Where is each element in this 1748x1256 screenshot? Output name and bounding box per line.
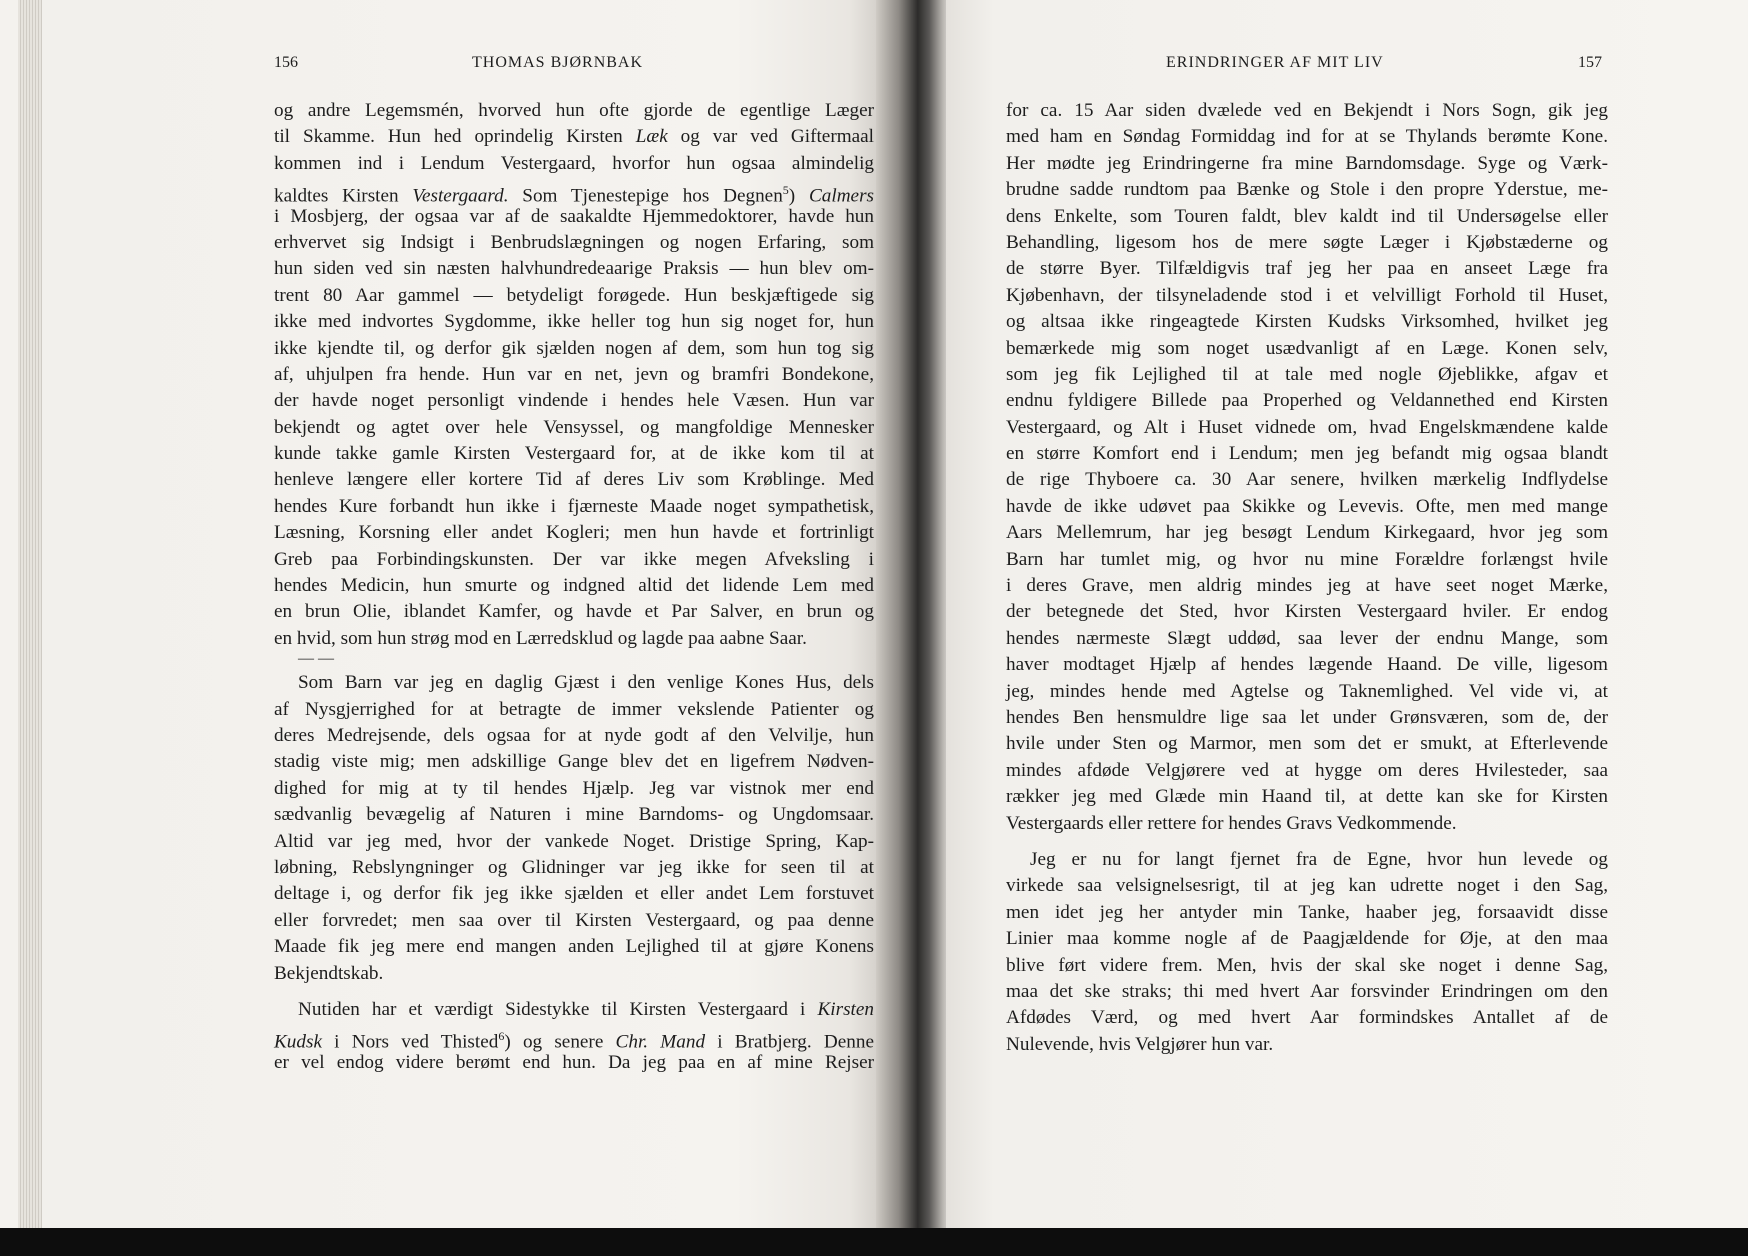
- text-line: Her mødte jeg Erindringerne fra mine Barndomsdage. Syge og Værk-: [1006, 152, 1608, 174]
- text-line: sædvanlig bevægelig af Naturen i mine Barndoms- og Ungdomsaar.: [274, 804, 874, 826]
- text-line: Vestergaard, og Alt i Huset vidnede om, hvad Engelskmændene kalde: [1006, 416, 1608, 438]
- right-page-number: 157: [1578, 54, 1602, 71]
- text-line: Bekjendtskab.: [274, 962, 384, 984]
- text-line: deres Medrejsende, dels ogsaa for at nyde godt af den Velvilje, hun: [274, 724, 874, 746]
- text-line: Som Barn var jeg en daglig Gjæst i den venlige Kones Hus, dels: [298, 672, 874, 694]
- text-line: trent 80 Aar gammel — betydeligt forøgede. Hun beskjæftigede sig: [274, 284, 874, 306]
- text-line: en større Komfort end i Lendum; men jeg befandt mig ogsaa blandt: [1006, 443, 1608, 465]
- text-line: Behandling, ligesom hos de mere søgte Læger i Kjøbstæderne og: [1006, 231, 1608, 253]
- text-line: med ham en Søndag Formiddag ind for at se Thylands berømte Kone.: [1006, 126, 1608, 148]
- text-line: haver modtaget Hjælp af hendes lægende Haand. De ville, ligesom: [1006, 654, 1608, 676]
- text-line: blive ført videre frem. Men, hvis der skal ske noget i denne Sag,: [1006, 954, 1608, 976]
- left-page-body: [274, 98, 874, 1076]
- text-line: dens Enkelte, som Touren faldt, blev kaldt ind til Undersøgelse eller: [1006, 205, 1608, 227]
- text-line: dighed for mig at ty til hendes Hjælp. Jeg var vistnok mer end: [274, 777, 874, 799]
- text-line: til Skamme. Hun hed oprindelig Kirsten Læk og var ved Giftermaal: [274, 126, 874, 148]
- text-line: Læsning, Korsning eller andet Kogleri; men hun havde et fortrinligt: [274, 522, 874, 544]
- text-line: erhvervet sig Indsigt i Benbrudslægningen og nogen Erfaring, som: [274, 231, 874, 253]
- text-line: hvile under Sten og Marmor, men som det er smukt, at Efterlevende: [1006, 733, 1608, 755]
- text-line: bemærkede mig som noget usædvanligt af en Læge. Konen selv,: [1006, 337, 1608, 359]
- text-line: deltage i, og derfor fik jeg ikke sjælden et eller andet Lem forstuvet: [274, 883, 874, 905]
- text-line: af, uhjulpen fra hende. Hun var en net, jevn og bramfri Bondekone,: [274, 363, 874, 385]
- text-line: der betegnede det Sted, hvor Kirsten Vestergaard hviler. Er endog: [1006, 601, 1608, 623]
- right-paragraph-2: [1006, 847, 1608, 1058]
- text-line: Altid var jeg med, hvor der vankede Noget. Dristige Spring, Kap-: [274, 830, 874, 852]
- text-line: rækker jeg med Glæde min Haand til, at dette kan ske for Kirsten: [1006, 786, 1608, 808]
- text-line: hendes Medicin, hun smurte og indgned altid det lidende Lem med: [274, 575, 874, 597]
- text-line: Linier maa komme nogle af de Paagjældende for Øje, at den maa: [1006, 928, 1608, 950]
- text-line: men idet jeg her antyder min Tanke, haaber jeg, forsaavidt disse: [1006, 901, 1608, 923]
- text-line: ikke kjendte til, og derfor gik sjælden nogen af dem, som hun tog sig: [274, 337, 874, 359]
- text-line: hun siden ved sin næsten halvhundredeaarige Praksis — hun blev om-: [274, 258, 874, 280]
- text-line: Nulevende, hvis Velgjører hun var.: [1006, 1033, 1274, 1055]
- text-line: Barn har tumlet mig, og hvor nu mine Forældre forlængst hvile: [1006, 548, 1608, 570]
- text-line: maa det ske straks; thi med hvert Aar forsvinder Erindringen om den: [1006, 980, 1608, 1002]
- text-line: stadig viste mig; men adskillige Gange blev det en ligefrem Nødven-: [274, 751, 874, 773]
- scan-bottom-edge: [0, 1228, 1748, 1256]
- text-line: mindes afdøde Velgjørere ved at hygge om deres Hvilesteder, saa: [1006, 759, 1608, 781]
- text-line: af Nysgjerrighed for at betragte de immer vekslende Patienter og: [274, 698, 874, 720]
- book-gutter: [876, 0, 952, 1228]
- text-line: løbning, Rebslyngninger og Glidninger var jeg ikke for seen til at: [274, 856, 874, 878]
- section-separator: — —: [298, 650, 334, 668]
- text-line: Nutiden har et værdigt Sidestykke til Kirsten Vestergaard i Kirsten: [298, 998, 874, 1020]
- text-line: kommen ind i Lendum Vestergaard, hvorfor hun ogsaa almindelig: [274, 152, 874, 174]
- text-line: jeg, mindes hende med Agtelse og Taknemlighed. Vel vide vi, at: [1006, 680, 1608, 702]
- text-line: endnu fyldigere Billede paa Properhed og Veldannethed end Kirsten: [1006, 390, 1608, 412]
- text-line: Greb paa Forbindingskunsten. Der var ikke megen Afveksling i: [274, 548, 874, 570]
- text-line: hendes Kure forbandt hun ikke i fjærneste Maade noget sympathetisk,: [274, 495, 874, 517]
- text-line: en brun Olie, iblandet Kamfer, og havde et Par Salver, en brun og: [274, 601, 874, 623]
- left-paragraph-2: [274, 670, 874, 987]
- left-running-head: THOMAS BJØRNBAK: [472, 54, 644, 71]
- text-line: Jeg er nu for langt fjernet fra de Egne, hvor hun levede og: [1030, 848, 1608, 870]
- right-page-body: [1006, 98, 1608, 1058]
- text-line: hendes nærmeste Slægt uddød, saa lever der endnu Mange, som: [1006, 627, 1608, 649]
- right-paragraph-1: [1006, 98, 1608, 837]
- text-line: havde de ikke udøvet paa Skikke og Levevis. Ofte, men med mange: [1006, 495, 1608, 517]
- text-line: henleve længere eller kortere Tid af deres Liv som Krøblinge. Med: [274, 469, 874, 491]
- text-line: Aars Mellemrum, har jeg besøgt Lendum Kirkegaard, hvor jeg som: [1006, 522, 1608, 544]
- text-line: som jeg fik Lejlighed til at tale med nogle Øjeblikke, afgav et: [1006, 363, 1608, 385]
- text-line: i Mosbjerg, der ogsaa var af de saakaldte Hjemmedoktorer, havde hun: [274, 205, 874, 227]
- text-line: Kjøbenhavn, der tilsyneladende stod i et velvilligt Forhold til Huset,: [1006, 284, 1608, 306]
- text-line: brudne sadde rundtom paa Bænke og Stole i den propre Yderstue, me-: [1006, 179, 1608, 201]
- left-page-number: 156: [274, 54, 298, 71]
- right-running-head: ERINDRINGER AF MIT LIV: [1166, 54, 1384, 71]
- page-edges: [18, 0, 42, 1228]
- text-line: i deres Grave, men aldrig mindes jeg at have seet noget Mærke,: [1006, 575, 1608, 597]
- text-line: der havde noget personligt vindende i hendes hele Væsen. Hun var: [274, 390, 874, 412]
- text-line: og altsaa ikke ringeagtede Kirsten Kudsks Virksomhed, hvilket jeg: [1006, 311, 1608, 333]
- text-line: hendes Ben hensmuldre lige saa let under Grønsværen, som de, der: [1006, 706, 1608, 728]
- text-line: ikke med indvortes Sygdomme, ikke heller tog hun sig noget for, hun: [274, 311, 874, 333]
- text-line: Afdødes Værd, og med hvert Aar formindskes Antallet af de: [1006, 1007, 1608, 1029]
- text-line: kunde takke gamle Kirsten Vestergaard for, at de ikke kom til at: [274, 443, 874, 465]
- left-paragraph-3: [274, 997, 874, 1076]
- text-line: de større Byer. Tilfældigvis traf jeg her paa en anseet Læge fra: [1006, 258, 1608, 280]
- text-line: bekjendt og agtet over hele Vensyssel, og mangfoldige Mennesker: [274, 416, 874, 438]
- text-line: virkede saa velsignelsesrigt, til at jeg kan udrette noget i den Sag,: [1006, 875, 1608, 897]
- text-line: for ca. 15 Aar siden dvælede ved en Bekjendt i Nors Sogn, gik jeg: [1006, 100, 1608, 121]
- text-line: Maade fik jeg mere end mangen anden Lejlighed til at gjøre Konens: [274, 936, 874, 958]
- text-line: kaldtes Kirsten Vestergaard. Som Tjenestepige hos Degnen$^5$) Calmers: [274, 183, 874, 207]
- text-line: en hvid, som hun strøg mod en Lærredsklud og lagde paa aabne Saar.: [274, 627, 807, 649]
- text-line: de rige Thyboere ca. 30 Aar senere, hvilken mærkelig Indflydelse: [1006, 469, 1608, 491]
- text-line: Kudsk i Nors ved Thisted$^6$) og senere Chr. Mand i Bratbjerg. Denne: [274, 1029, 874, 1053]
- text-line: Vestergaards eller rettere for hendes Gravs Vedkommende.: [1006, 812, 1457, 834]
- text-line: er vel endog videre berømt end hun. Da jeg paa en af mine Rejser: [274, 1051, 874, 1073]
- left-paragraph-1: [274, 98, 874, 652]
- text-line: og andre Legemsmén, hvorved hun ofte gjorde de egentlige Læger: [274, 100, 874, 121]
- text-line: eller forvredet; men saa over til Kirsten Vestergaard, og paa denne: [274, 909, 874, 931]
